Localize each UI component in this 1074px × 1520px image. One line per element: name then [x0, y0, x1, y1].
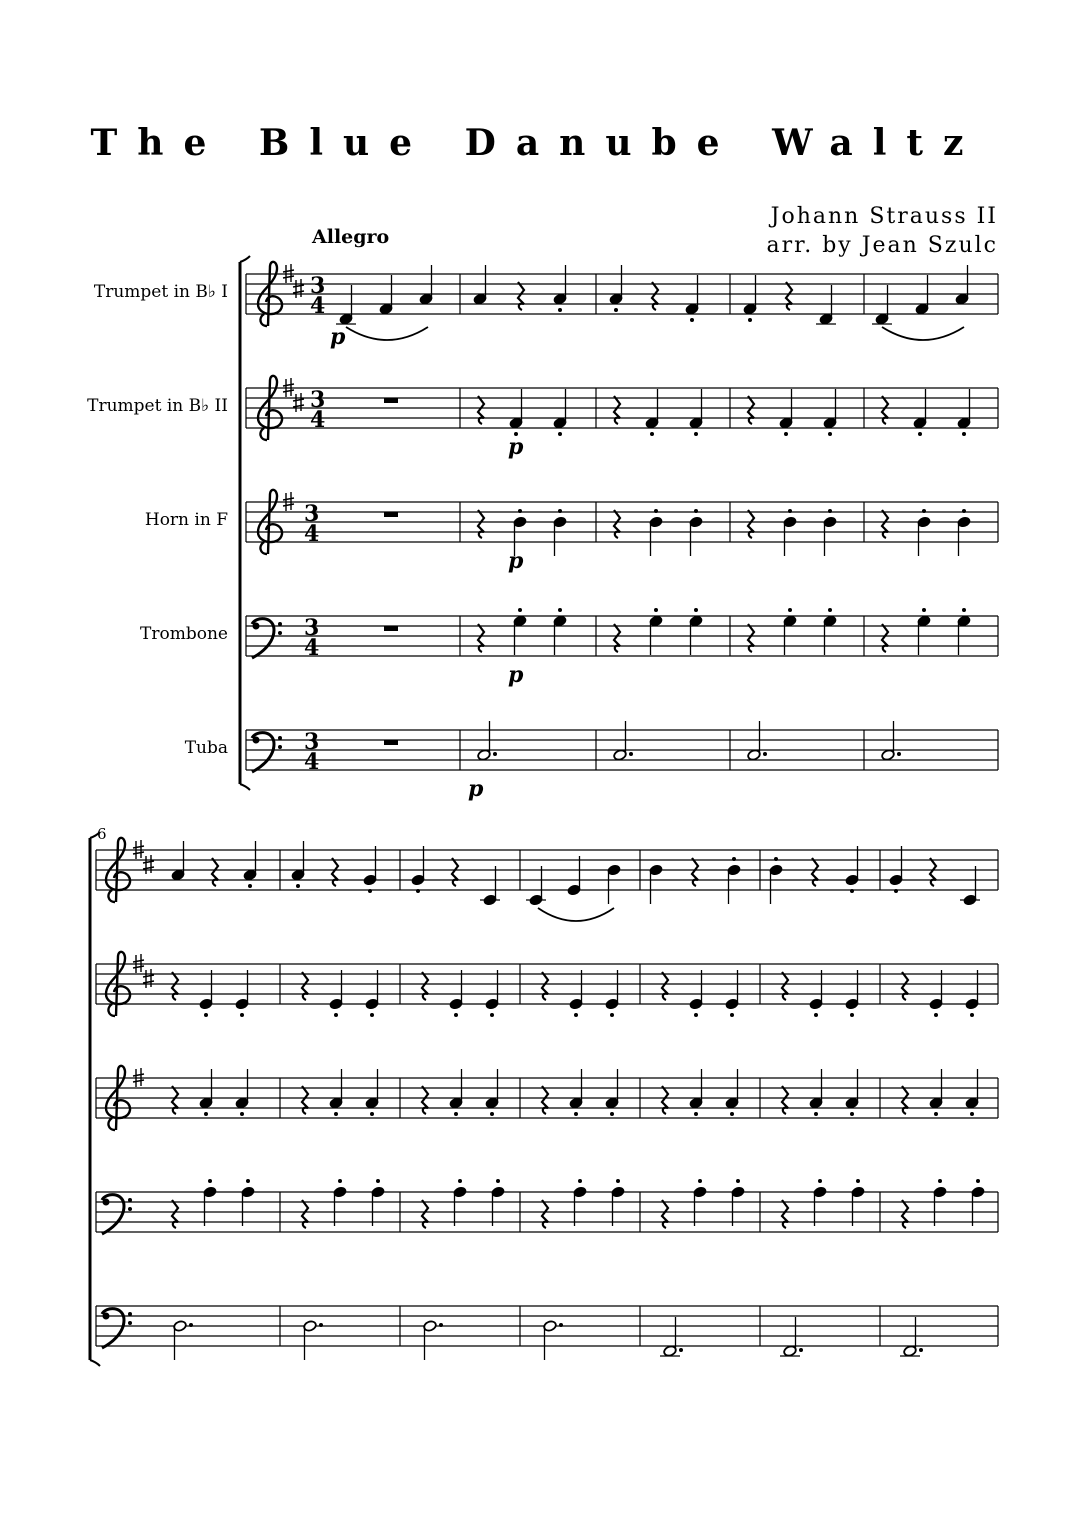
augmentation-dot — [189, 1323, 193, 1327]
bass-clef-icon — [253, 737, 260, 744]
slur — [538, 908, 614, 921]
staccato-dot — [736, 1179, 740, 1183]
instrument-label-tuba: Tuba — [184, 738, 228, 758]
instrument-label-trumpet-2: Trumpet in B♭ II — [87, 396, 228, 416]
staccato-dot — [610, 1112, 614, 1116]
staccato-dot — [368, 889, 372, 893]
composer-credit: Johann Strauss II — [770, 204, 998, 229]
time-signature-numerator: 3 — [310, 387, 326, 413]
system-bracket-top — [240, 256, 250, 262]
staccato-dot — [814, 1013, 818, 1017]
time-signature-numerator: 3 — [304, 615, 320, 641]
staccato-dot — [934, 1013, 938, 1017]
staccato-dot — [370, 1112, 374, 1116]
staccato-dot — [828, 432, 832, 436]
bass-clef-icon — [103, 1313, 110, 1320]
staccato-dot — [748, 318, 752, 322]
system-bracket-bottom — [90, 1360, 100, 1366]
staccato-dot — [694, 1013, 698, 1017]
staccato-dot — [818, 1179, 822, 1183]
quarter-rest-icon — [662, 1086, 668, 1114]
quarter-rest-icon — [652, 282, 658, 310]
time-signature-denominator: 4 — [310, 293, 326, 319]
staccato-dot — [334, 1013, 338, 1017]
system-bracket-bottom — [240, 784, 250, 790]
dynamic-piano: p — [508, 434, 524, 460]
bass-clef-dot — [278, 622, 282, 626]
whole-rest-icon — [384, 512, 398, 517]
quarter-rest-icon — [902, 1200, 908, 1228]
system-bracket-top — [90, 832, 100, 838]
quarter-rest-icon — [902, 1086, 908, 1114]
slur — [882, 327, 964, 340]
staccato-dot — [970, 1013, 974, 1017]
staccato-dot — [458, 1179, 462, 1183]
quarter-rest-icon — [614, 624, 620, 652]
sharp-icon — [143, 969, 154, 988]
quarter-rest-icon — [782, 972, 788, 1000]
staccato-dot — [610, 1013, 614, 1017]
staccato-dot — [828, 509, 832, 513]
quarter-rest-icon — [542, 972, 548, 1000]
staccato-dot — [204, 1013, 208, 1017]
staccato-dot — [454, 1112, 458, 1116]
quarter-rest-icon — [782, 1086, 788, 1114]
staccato-dot — [376, 1179, 380, 1183]
bass-clef-dot — [278, 736, 282, 740]
staccato-dot — [558, 608, 562, 612]
staccato-dot — [938, 1179, 942, 1183]
staccato-dot — [962, 432, 966, 436]
staccato-dot — [416, 889, 420, 893]
staccato-dot — [574, 1112, 578, 1116]
quarter-rest-icon — [786, 282, 792, 310]
sharp-icon — [293, 279, 304, 298]
staccato-dot — [574, 1013, 578, 1017]
bass-clef-icon — [253, 623, 260, 630]
staccato-dot — [788, 509, 792, 513]
staccato-dot — [296, 884, 300, 888]
staccato-dot — [490, 1013, 494, 1017]
quarter-rest-icon — [662, 972, 668, 1000]
whole-rest-icon — [384, 398, 398, 403]
quarter-rest-icon — [478, 396, 484, 424]
staccato-dot — [454, 1013, 458, 1017]
whole-rest-icon — [384, 626, 398, 631]
staccato-dot — [774, 857, 778, 861]
quarter-rest-icon — [542, 1200, 548, 1228]
time-signature-numerator: 3 — [304, 501, 320, 527]
staccato-dot — [894, 889, 898, 893]
quarter-rest-icon — [302, 1086, 308, 1114]
quarter-rest-icon — [662, 1200, 668, 1228]
augmentation-dot — [919, 1348, 923, 1352]
staccato-dot — [558, 432, 562, 436]
staccato-dot — [616, 1179, 620, 1183]
instrument-label-horn: Horn in F — [144, 510, 228, 530]
staccato-dot — [814, 1112, 818, 1116]
staccato-dot — [934, 1112, 938, 1116]
quarter-rest-icon — [882, 396, 888, 424]
staccato-dot — [922, 608, 926, 612]
augmentation-dot — [799, 1348, 803, 1352]
staccato-dot — [654, 608, 658, 612]
quarter-rest-icon — [518, 282, 524, 310]
dynamic-piano: p — [330, 324, 346, 350]
quarter-rest-icon — [614, 510, 620, 538]
whole-rest-icon — [384, 740, 398, 745]
quarter-rest-icon — [902, 972, 908, 1000]
sharp-icon — [143, 855, 154, 874]
staccato-dot — [614, 308, 618, 312]
staccato-dot — [204, 1112, 208, 1116]
bass-clef-dot — [278, 631, 282, 635]
quarter-rest-icon — [882, 510, 888, 538]
staccato-dot — [370, 1013, 374, 1017]
staccato-dot — [208, 1179, 212, 1183]
staccato-dot — [694, 432, 698, 436]
augmentation-dot — [763, 752, 767, 756]
staccato-dot — [338, 1179, 342, 1183]
staccato-dot — [922, 509, 926, 513]
quarter-rest-icon — [212, 858, 218, 886]
time-signature-denominator: 4 — [304, 521, 320, 547]
staccato-dot — [558, 509, 562, 513]
augmentation-dot — [319, 1323, 323, 1327]
quarter-rest-icon — [422, 1200, 428, 1228]
quarter-rest-icon — [478, 510, 484, 538]
time-signature-denominator: 4 — [310, 407, 326, 433]
staccato-dot — [690, 318, 694, 322]
staccato-dot — [850, 889, 854, 893]
staccato-dot — [558, 308, 562, 312]
slur — [346, 327, 428, 340]
staccato-dot — [788, 608, 792, 612]
quarter-rest-icon — [452, 858, 458, 886]
bass-clef-dot — [128, 1207, 132, 1211]
staccato-dot — [496, 1179, 500, 1183]
bass-clef-dot — [128, 1312, 132, 1316]
quarter-rest-icon — [478, 624, 484, 652]
quarter-rest-icon — [172, 972, 178, 1000]
staccato-dot — [248, 884, 252, 888]
augmentation-dot — [679, 1348, 683, 1352]
quarter-rest-icon — [332, 858, 338, 886]
quarter-rest-icon — [172, 1086, 178, 1114]
quarter-rest-icon — [614, 396, 620, 424]
augmentation-dot — [897, 752, 901, 756]
sharp-icon — [293, 393, 304, 412]
staccato-dot — [334, 1112, 338, 1116]
bass-clef-icon — [103, 1199, 110, 1206]
staccato-dot — [732, 857, 736, 861]
staccato-dot — [962, 608, 966, 612]
augmentation-dot — [439, 1323, 443, 1327]
augmentation-dot — [629, 752, 633, 756]
quarter-rest-icon — [422, 1086, 428, 1114]
quarter-rest-icon — [930, 858, 936, 886]
staccato-dot — [970, 1112, 974, 1116]
staccato-dot — [578, 1179, 582, 1183]
measure-number: 6 — [97, 825, 107, 843]
staccato-dot — [240, 1013, 244, 1017]
quarter-rest-icon — [882, 624, 888, 652]
staccato-dot — [240, 1112, 244, 1116]
piece-title: The Blue Danube Waltz — [90, 122, 984, 164]
quarter-rest-icon — [748, 396, 754, 424]
staccato-dot — [518, 608, 522, 612]
bass-clef-dot — [128, 1321, 132, 1325]
staccato-dot — [518, 509, 522, 513]
quarter-rest-icon — [748, 624, 754, 652]
staccato-dot — [490, 1112, 494, 1116]
time-signature-denominator: 4 — [304, 635, 320, 661]
staccato-dot — [850, 1112, 854, 1116]
staccato-dot — [850, 1013, 854, 1017]
quarter-rest-icon — [302, 972, 308, 1000]
bass-clef-dot — [128, 1198, 132, 1202]
instrument-label-trombone: Trombone — [140, 624, 228, 644]
quarter-rest-icon — [302, 1200, 308, 1228]
augmentation-dot — [559, 1323, 563, 1327]
staccato-dot — [856, 1179, 860, 1183]
staccato-dot — [246, 1179, 250, 1183]
time-signature-numerator: 3 — [304, 729, 320, 755]
staccato-dot — [730, 1013, 734, 1017]
staccato-dot — [828, 608, 832, 612]
quarter-rest-icon — [692, 858, 698, 886]
quarter-rest-icon — [542, 1086, 548, 1114]
staccato-dot — [694, 1112, 698, 1116]
quarter-rest-icon — [782, 1200, 788, 1228]
quarter-rest-icon — [748, 510, 754, 538]
staccato-dot — [694, 608, 698, 612]
bass-clef-dot — [278, 745, 282, 749]
staccato-dot — [918, 432, 922, 436]
staccato-dot — [976, 1179, 980, 1183]
staccato-dot — [650, 432, 654, 436]
staccato-dot — [698, 1179, 702, 1183]
staccato-dot — [784, 432, 788, 436]
quarter-rest-icon — [172, 1200, 178, 1228]
quarter-rest-icon — [812, 858, 818, 886]
staccato-dot — [694, 509, 698, 513]
dynamic-piano: p — [508, 662, 524, 688]
staccato-dot — [654, 509, 658, 513]
quarter-rest-icon — [422, 972, 428, 1000]
arranger-credit: arr. by Jean Szulc — [766, 233, 998, 258]
time-signature-denominator: 4 — [304, 749, 320, 775]
staccato-dot — [962, 509, 966, 513]
tempo-marking: Allegro — [312, 226, 390, 248]
staccato-dot — [730, 1112, 734, 1116]
instrument-label-trumpet-1: Trumpet in B♭ I — [93, 282, 228, 302]
dynamic-piano: p — [508, 548, 524, 574]
dynamic-piano: p — [468, 776, 484, 802]
time-signature-numerator: 3 — [310, 273, 326, 299]
augmentation-dot — [493, 752, 497, 756]
